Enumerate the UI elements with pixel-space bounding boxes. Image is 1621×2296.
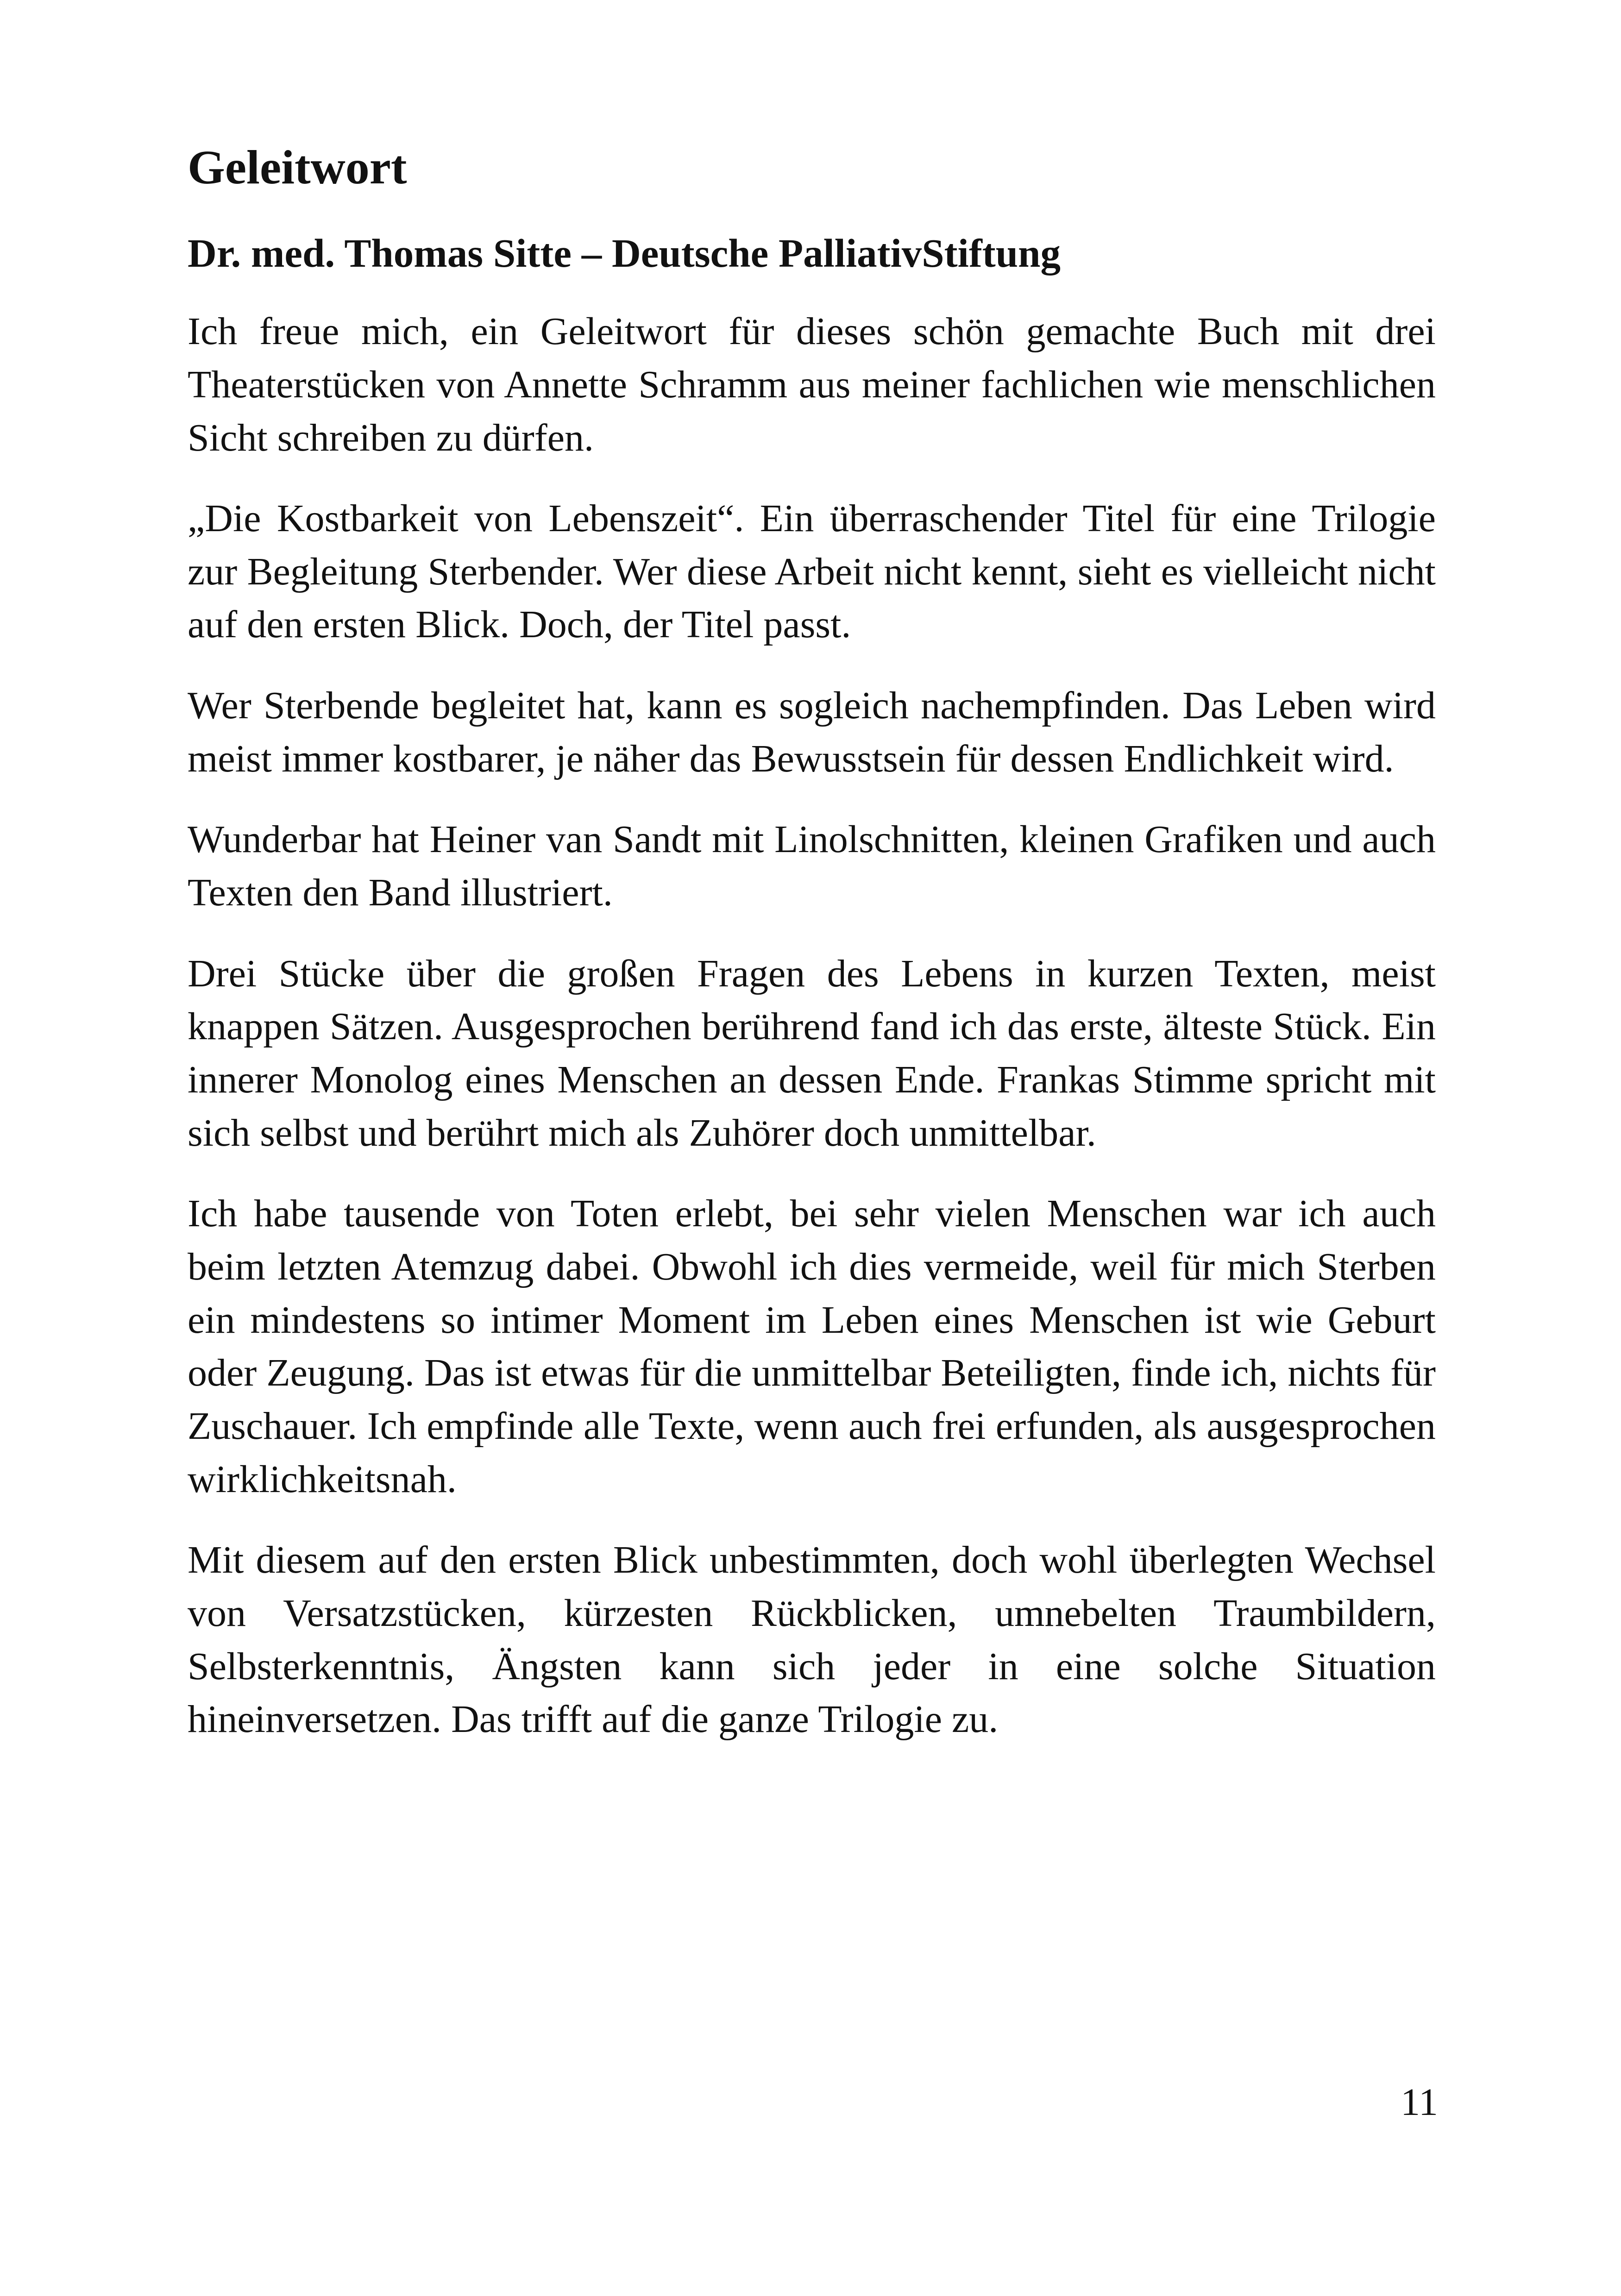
page-number: 11 — [1401, 2081, 1438, 2124]
page-title: Geleitwort — [188, 141, 407, 194]
paragraph: Drei Stücke über die großen Fragen des Lebens in kurzen Texten, meist knappen Sätzen. Ausgesprochen berührend fand ich das erste, älteste Stück. Ein innerer Monolog eines Menschen an dessen Ende. Frankas Stimme spricht mit sich selbst und berührt mich als Zuhörer doch unmittelbar. — [188, 952, 1436, 1154]
paragraph: Wer Sterbende begleitet hat, kann es sogleich nachempfinden. Das Leben wird meist immer kostbarer, je näher das Bewusstsein für dessen Endlichkeit wird. — [188, 684, 1436, 780]
paragraph: Wunderbar hat Heiner van Sandt mit Linolschnitten, kleinen Grafiken und auch Texten den Band illustriert. — [188, 818, 1436, 915]
paragraph: Ich habe tausende von Toten erlebt, bei sehr vielen Menschen war ich auch beim letzten Atemzug dabei. Obwohl ich dies vermeide, weil für mich Sterben ein mindestens so intimer Moment im Leben eines Menschen ist wie Geburt oder Zeugung. Das ist etwas für die unmittelbar Beteiligten, finde ich, nichts für Zuschauer. Ich empfinde alle Texte, wenn auch frei erfunden, als ausgesprochen wirklichkeitsnah. — [188, 1192, 1436, 1501]
author-line: Dr. med. Thomas Sitte – Deutsche PalliativStiftung — [188, 230, 1061, 276]
paragraph: Mit diesem auf den ersten Blick unbestimmten, doch wohl überlegten Wechsel von Versatzstücken, kürzesten Rückblicken, umnebelten Traumbildern, Selbsterkenntnis, Ängsten kann sich jeder in eine solche Situation hineinversetzen. Das trifft auf die ganze Trilogie zu. — [188, 1538, 1436, 1741]
paragraph: „Die Kostbarkeit von Lebenszeit“. Ein überraschender Titel für eine Trilogie zur Begleitung Sterbender. Wer diese Arbeit nicht kennt, sieht es vielleicht nicht auf den ersten Blick. Doch, der Titel passt. — [188, 497, 1436, 646]
paragraph: Ich freue mich, ein Geleitwort für dieses schön gemachte Buch mit drei Theaterstücken von Annette Schramm aus meiner fachlichen wie menschlichen Sicht schreiben zu dürfen. — [188, 310, 1436, 459]
page-content — [188, 139, 1436, 1746]
